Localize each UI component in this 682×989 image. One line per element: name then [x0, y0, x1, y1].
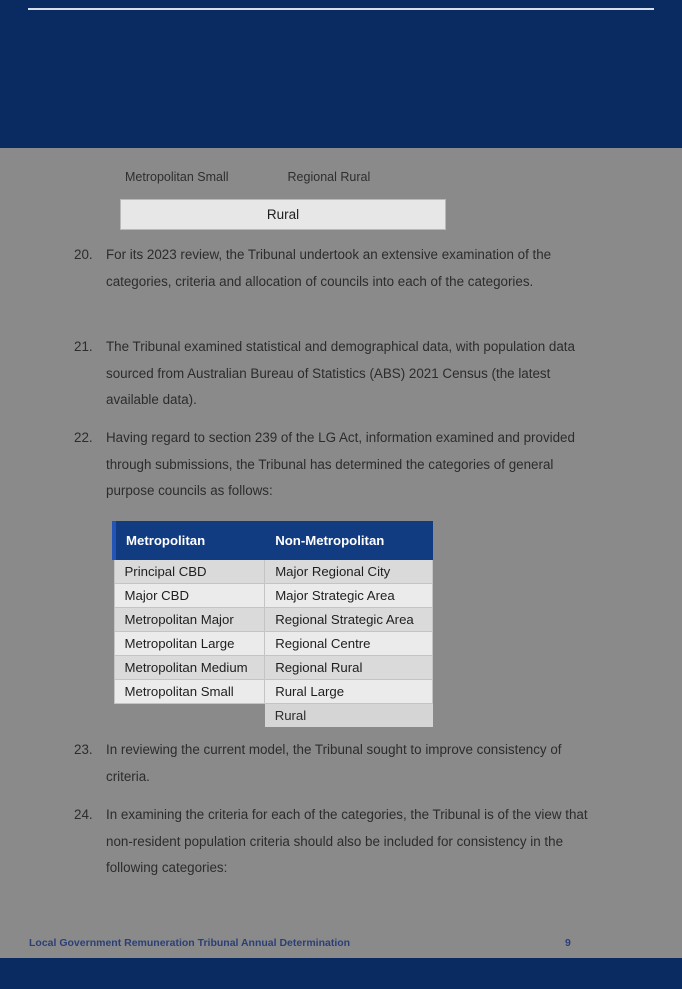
table-row: [114, 584, 433, 608]
cell-non-metropolitan-7: Rural: [265, 704, 433, 728]
table-row: [114, 560, 433, 584]
table-row: [114, 632, 433, 656]
categories-header-non-metropolitan: Non-Metropolitan: [265, 522, 433, 560]
cell-non-metropolitan-1: Major Regional City: [265, 560, 433, 584]
table-row: [114, 608, 433, 632]
paragraph-24-text: In examining the criteria for each of the categories, the Tribunal is of the view that non-resident population criteria should also be included for consistency in the following categories:: [106, 807, 588, 875]
paragraph-20-text: For its 2023 review, the Tribunal undertook an extensive examination of the categories, criteria and allocation of councils into each of the categories.: [106, 247, 552, 289]
cell-metropolitan-4: Metropolitan Large: [114, 632, 265, 656]
footer-document-title: Local Government Remuneration Tribunal Annual Determination: [29, 937, 351, 949]
paragraph-22-text: Having regard to section 239 of the LG Act, information examined and provided through submissions, the Tribunal has determined the categories of general purpose councils as follows:: [106, 430, 575, 498]
table-row: [114, 680, 433, 704]
paragraph-20-number: 20.: [74, 247, 93, 262]
footer-band: [0, 958, 682, 989]
paragraph-23-number: 23.: [74, 742, 93, 757]
paragraph-24-number: 24.: [74, 807, 93, 822]
header-rule: [28, 8, 654, 10]
paragraph-21-number: 21.: [74, 339, 93, 354]
cell-non-metropolitan-3: Regional Strategic Area: [265, 608, 433, 632]
cell-metropolitan-5: Metropolitan Medium: [114, 656, 265, 680]
fragment-table-row: Rural: [120, 199, 446, 230]
header-band: [0, 0, 682, 148]
footer-page-number: 9: [565, 937, 571, 949]
paragraph-20: [74, 242, 601, 295]
paragraph-22: [74, 425, 601, 505]
paragraph-24: [74, 802, 601, 882]
cell-non-metropolitan-2: Major Strategic Area: [265, 584, 433, 608]
cell-metropolitan-3: Metropolitan Major: [114, 608, 265, 632]
categories-table: [112, 521, 433, 727]
fragment-header-cell-1: Metropolitan Small: [125, 170, 229, 184]
cell-non-metropolitan-5: Regional Rural: [265, 656, 433, 680]
categories-table-header-row: [114, 522, 433, 560]
paragraph-21-text: The Tribunal examined statistical and demographical data, with population data sourced from Australian Bureau of Statistics (ABS) 2021 Census (the latest available data).: [106, 339, 575, 407]
paragraph-23-text: In reviewing the current model, the Tribunal sought to improve consistency of criteria.: [106, 742, 562, 784]
cell-non-metropolitan-4: Regional Centre: [265, 632, 433, 656]
paragraph-21: [74, 334, 601, 414]
fragment-header-cell-2: Regional Rural: [287, 170, 371, 184]
table-row: [114, 704, 433, 728]
cell-metropolitan-2: Major CBD: [114, 584, 265, 608]
cell-metropolitan-6: Metropolitan Small: [114, 680, 265, 704]
categories-header-metropolitan: Metropolitan: [114, 522, 265, 560]
paragraph-23: [74, 737, 601, 790]
cell-metropolitan-1: Principal CBD: [114, 560, 265, 584]
fragment-table-header: [112, 170, 446, 184]
table-row: [114, 656, 433, 680]
cell-metropolitan-7: [114, 704, 265, 728]
cell-non-metropolitan-6: Rural Large: [265, 680, 433, 704]
paragraph-22-number: 22.: [74, 430, 93, 445]
